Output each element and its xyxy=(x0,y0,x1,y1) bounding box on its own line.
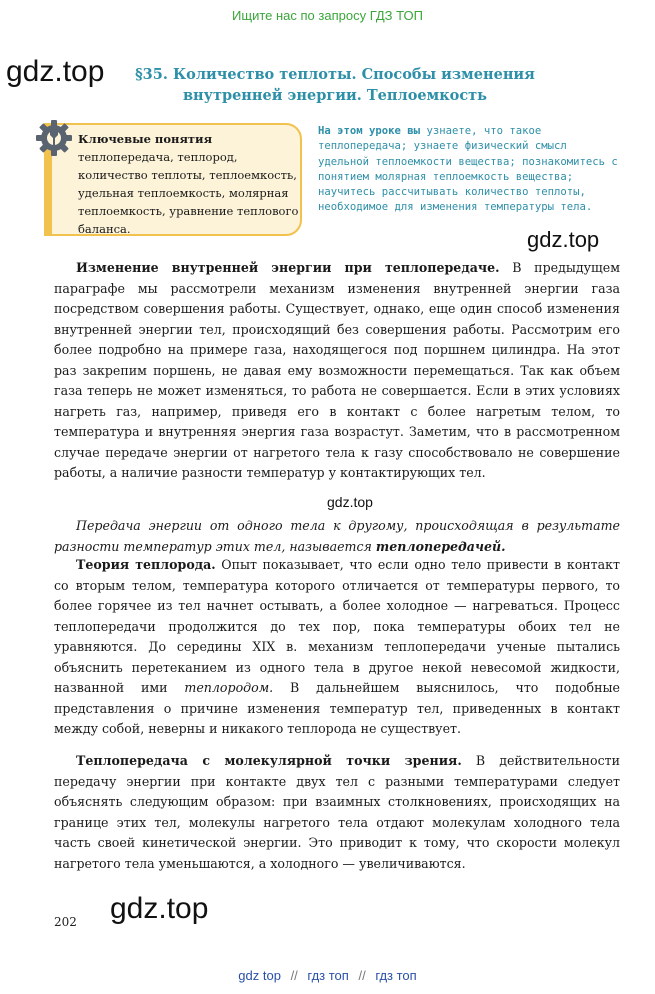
paragraph-heading: Изменение внутренней энергии при теплопередаче. xyxy=(76,260,500,275)
watermark: gdz.top xyxy=(6,55,105,88)
title-line-2: внутренней энергии. Теплоемкость xyxy=(182,87,487,104)
bottom-link[interactable]: гдз топ xyxy=(307,968,349,983)
lesson-intro xyxy=(318,124,620,216)
bottom-links xyxy=(0,968,655,983)
key-concepts-text xyxy=(78,130,300,238)
watermark: gdz.top xyxy=(527,227,600,252)
paragraph-heading: Теплопередача с молекулярной точки зрения. xyxy=(76,753,462,768)
paragraph-heat-transfer xyxy=(54,258,620,484)
intro-text: узнаете, что такое теплопередача; узнаете физический смысл удельной теплоемкости вещества; познакомитесь с понятием молярная теплоемкость вещества; научитесь рассчитывать количество теплоты, необходимое для изменения температуры тела. xyxy=(318,125,618,214)
paragraph-molecular-view xyxy=(54,751,620,874)
paragraph-body-continued: В дальнейшем выяснилось, что подобные представления о причине изменения температур тел, приведенных в контакт между собой, неверны и никакого теплорода не существует. xyxy=(54,680,620,736)
watermark: gdz.top xyxy=(327,494,373,510)
gear-wrench-icon xyxy=(34,118,74,158)
bottom-link[interactable]: gdz top xyxy=(238,968,281,983)
bottom-link[interactable]: гдз топ xyxy=(375,968,417,983)
watermark: gdz.top xyxy=(110,892,209,925)
key-concepts-list: теплопередача, теплород, количество теплоты, теплоемкость, удельная теплоемкость, молярная теплоемкость, уравнение теплового баланса. xyxy=(78,150,299,236)
link-separator: // xyxy=(290,968,298,983)
paragraph-body: Опыт показывает, что если одно тело привести в контакт со вторым телом, температура которого отличается от температуры первого, то более горячее из тел начнет остывать, а более холодное — нагреваться. Процесс теплопередачи продолжится до тех пор, пока температуры обоих тел не уравняются. До середины XIX в. механизм теплопередачи ученые пытались объяснить перетеканием из одного тела в другое некой невесомой жидкости, названной ими xyxy=(54,557,621,695)
definition-text: Передача энергии от одного тела к другому, происходящая в результате разности температур этих тел, называется xyxy=(54,518,620,554)
key-concepts-label: Ключевые понятия xyxy=(78,132,213,146)
title-line-1: §35. Количество теплоты. Способы изменения xyxy=(135,66,535,83)
definition-term: теплопередачей. xyxy=(375,538,506,554)
intro-lead: На этом уроке вы xyxy=(318,125,421,137)
top-search-link[interactable]: Ищите нас по запросу ГДЗ ТОП xyxy=(232,8,423,23)
section-title xyxy=(120,64,550,106)
page-number: 202 xyxy=(54,915,77,929)
paragraph-heading: Теория теплорода. xyxy=(76,557,216,572)
definition-paragraph xyxy=(54,516,620,557)
paragraph-body: В действительности передачу энергии при контакте двух тел с разными температурами следует объяснять следующим образом: при взаимных столкновениях, происходящих на границе этих тел, молекулы нагретого тела отдают молекулам холодного тела часть своей кинетической энергии. Это приводит к тому, что скорости молекул нагретого тела уменьшаются, а холодного — увеличиваются. xyxy=(54,753,620,871)
link-separator: // xyxy=(358,968,366,983)
paragraph-body: В предыдущем параграфе мы рассмотрели механизм изменения внутренней энергии газа посредством совершения работы. Существует, однако, еще один способ изменения внутренней энергии тел, происходящий без совершения работы. Рассмотрим его более подробно на примере газа, находящегося под поршнем цилиндра. На этот раз закрепим поршень, не давая ему возможности перемещаться. Так как объем газа теперь не может изменяться, то работа не совершается. Если в этих условиях нагреть газ, например, приведя его в контакт с более нагретым телом, то температура и внутренняя энергия газа возрастут. Заметим, что в рассмотренном случае передаче энергии от нагретого тела к газу способствовало не совершение работы, а наличие разности температур у контактирующих тел. xyxy=(54,260,620,480)
paragraph-caloric-theory xyxy=(54,555,620,740)
caloric-term: теплородом. xyxy=(184,680,274,695)
